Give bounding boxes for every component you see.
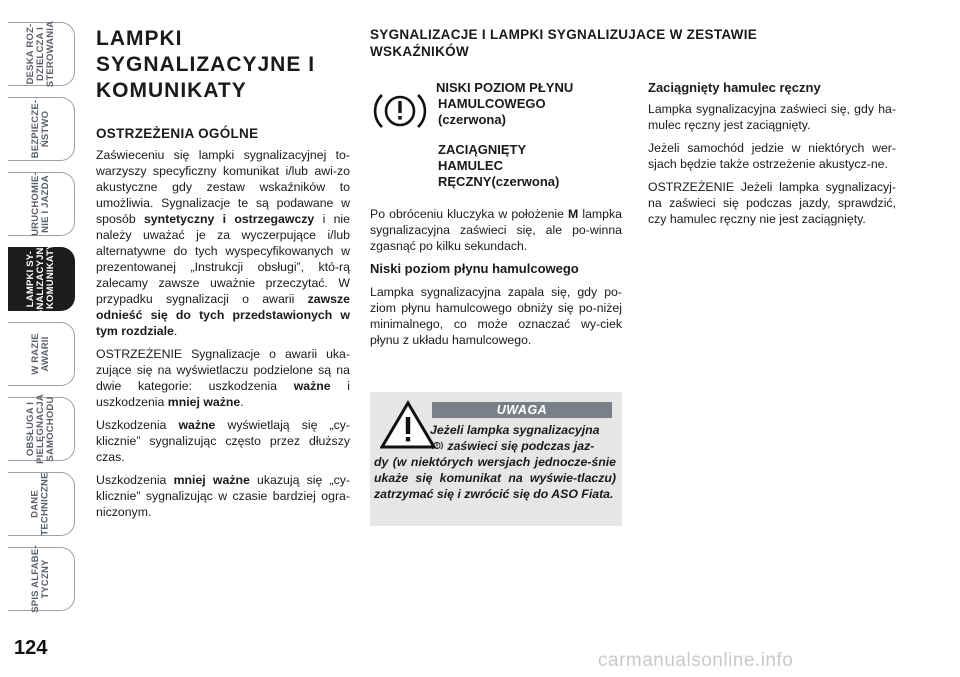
tab-label: W RAZIE AWARII bbox=[29, 333, 51, 375]
tab-obsluga[interactable] bbox=[8, 394, 75, 464]
indicator-label: NISKI POZIOM PŁYNU HAMULCOWEGO (czerwona) ZACIĄGNIĘTY HAMULEC RĘCZNY(czerwona) bbox=[436, 80, 574, 189]
subheading: Niski poziom płynu hamulcowego bbox=[370, 261, 579, 276]
warning-text: Jeżeli lampka sygnalizacyjna zaświeci się podczas jaz- dy (w niektórych wersjach jednocze-śnie ukaże się komunikat na wyświe-tlaczu) zatrzymać się i zwrócić się do ASO Fiata. bbox=[374, 423, 616, 501]
paragraph: OSTRZEŻENIE Sygnalizacje o awarii uka-zujące się na wyświetlaczu podzielone są na dwie kategorie: uszkodzenia ważne i uszkodzenia mniej ważne. bbox=[96, 347, 351, 409]
page-title: LAMPKI SYGNALIZACYJNE I KOMUNIKATY bbox=[96, 27, 316, 102]
brake-warning-icon bbox=[370, 86, 430, 136]
tab-uruchomienie[interactable] bbox=[8, 172, 75, 236]
tab-bezpieczenstwo[interactable] bbox=[8, 97, 75, 161]
tab-label: DANE TECHNICZNE bbox=[29, 472, 51, 536]
warning-box bbox=[370, 392, 622, 526]
column-left bbox=[96, 26, 350, 527]
column-middle bbox=[370, 80, 622, 355]
section-heading: OSTRZEŻENIA OGÓLNE bbox=[96, 126, 259, 141]
paragraph: Lampka sygnalizacyjna zaświeci się, gdy ha-mulec ręczny jest zaciągnięty. bbox=[648, 102, 896, 132]
tab-label: DESKA ROZ- DZIELCZA I STEROWANIA bbox=[25, 20, 57, 88]
tab-lampki-active[interactable] bbox=[8, 240, 75, 318]
paragraph: OSTRZEŻENIE Jeżeli lampka sygnalizacyj-na zaświeci się podczas jazdy, sprawdzić, czy hamulec ręczny nie jest zaciągnięty. bbox=[648, 180, 896, 226]
tab-label: BEZPIECZE- ŃSTWO bbox=[29, 99, 51, 159]
watermark: carmanualsonline.info bbox=[598, 650, 794, 671]
column-right bbox=[648, 80, 896, 234]
tab-label: SPIS ALFABE- TYCZNY bbox=[30, 545, 51, 613]
tab-spis-alfabetyczny[interactable] bbox=[8, 547, 75, 611]
paragraph: Jeżeli samochód jedzie w niektórych wer-sjach będzie także ostrzeżenie akustycz-ne. bbox=[648, 141, 896, 171]
tab-label: URUCHOMIE- NIE I JAZDA bbox=[30, 172, 51, 236]
paragraph: Uszkodzenia mniej ważne ukazują się „cy-klicznie” sygnalizując w czasie bardziej ogra-niczonym. bbox=[96, 473, 351, 519]
tab-label: OBSŁUGA I PIELĘGNACJA SAMOCHODU bbox=[25, 394, 56, 464]
tab-w-razie-awarii[interactable] bbox=[8, 322, 75, 386]
brake-warning-icon bbox=[430, 440, 444, 451]
tab-label: LAMPKI SY- GNALIZACYJNE I KOMUNIKATY bbox=[25, 240, 57, 318]
indicator-row bbox=[370, 80, 622, 198]
paragraph: Lampka sygnalizacyjna zapala się, gdy po-ziom płynu hamulcowego obniży się po-niżej minimalnego, co może oznaczać wy-ciek płynu z układu hamulcowego. bbox=[370, 285, 622, 347]
subheading: Zaciągnięty hamulec ręczny bbox=[648, 80, 821, 95]
page-number: 124 bbox=[14, 637, 48, 659]
warning-label: UWAGA bbox=[432, 402, 612, 418]
tab-deska-rozdzielcza[interactable] bbox=[8, 22, 75, 86]
sidebar bbox=[0, 0, 80, 677]
tab-dane-techniczne[interactable] bbox=[8, 472, 75, 536]
paragraph: Zaświeceniu się lampki sygnalizacyjnej to-warzyszy specyficzny komunikat i/lub awi-zo akustyczne gdy zestaw wskaźników to umożliwia. Sygnalizacje te są podawane w sposób syntetyczny i ostrzegawczy i nie należy uważać je za wyczerpujące i/lub alternatywne do tych wyspecyfikowanych w prezentowanej „Instrukcji obsługi”, któ-rą zalecamy zawsze uważnie przeczytać. W przypadku sygnalizacji o awarii zawsze odnieść się do tych przedstawionych w tym rozdziale. bbox=[96, 148, 350, 338]
paragraph: Uszkodzenia ważne wyświetlają się „cy-klicznie” sygnalizując często przez dłuższy czas. bbox=[96, 418, 350, 464]
paragraph: Po obróceniu kluczyka w położenie M lampka sygnalizacyjna zaświeci się, ale po-winna zgasnąć po kilku sekundach. bbox=[370, 207, 622, 253]
section-title: SYGNALIZACJE I LAMPKI SYGNALIZUJACE W ZESTAWIE WSKAŹNIKÓW bbox=[370, 27, 758, 59]
